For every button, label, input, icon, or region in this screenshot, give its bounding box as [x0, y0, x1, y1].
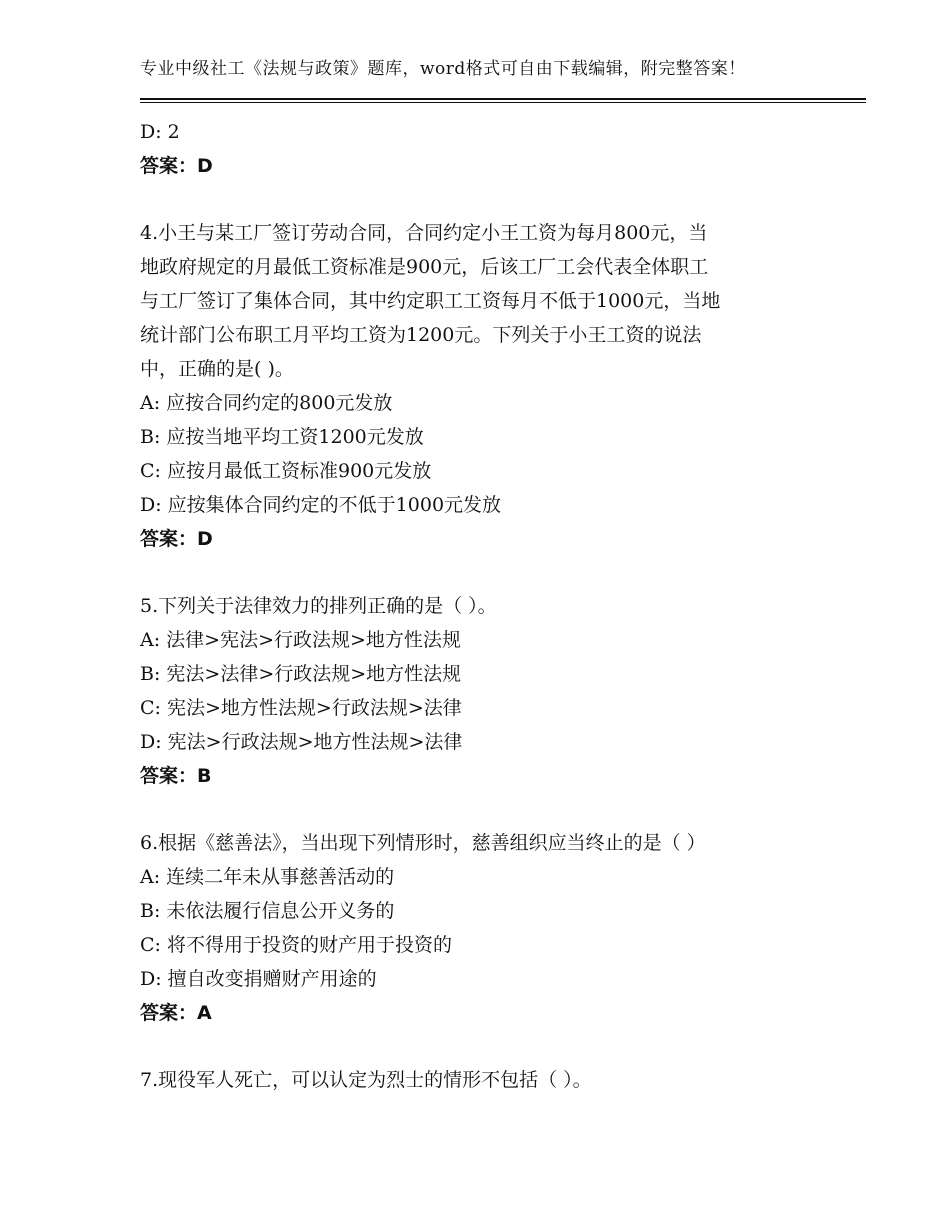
option-a: A: 应按合同约定的800元发放 [140, 392, 393, 414]
option-d: D: 宪法>行政法规>地方性法规>法律 [140, 731, 463, 753]
question-7 [140, 1063, 810, 1097]
option-a: A: 连续二年未从事慈善活动的 [140, 866, 395, 888]
answer: 答案：D [140, 528, 213, 550]
spacer [140, 556, 810, 589]
question-5 [140, 589, 810, 793]
spacer [140, 1030, 810, 1063]
question-text-line: 与工厂签订了集体合同，其中约定职工工资每月不低于1000元，当地 [140, 290, 721, 312]
question-text-line: 中，正确的是( )。 [140, 358, 294, 380]
answer: 答案：B [140, 765, 212, 787]
spacer [140, 793, 810, 826]
prev-answer: 答案：D [140, 155, 213, 177]
question-text-line: 统计部门公布职工月平均工资为1200元。下列关于小王工资的说法 [140, 324, 702, 346]
question-content [140, 115, 810, 1097]
option-c: C: 将不得用于投资的财产用于投资的 [140, 934, 452, 956]
question-6 [140, 826, 810, 1030]
question-text-line: 7.现役军人死亡，可以认定为烈士的情形不包括（ ）。 [140, 1069, 592, 1091]
option-c: C: 宪法>地方性法规>行政法规>法律 [140, 697, 462, 719]
header-rule-thick [140, 98, 866, 100]
question-text-line: 5.下列关于法律效力的排列正确的是（ ）。 [140, 595, 497, 617]
question-4 [140, 216, 810, 556]
header-rule-thin [140, 102, 866, 103]
question-text-line: 4.小王与某工厂签订劳动合同，合同约定小王工资为每月800元，当 [140, 222, 708, 244]
option-a: A: 法律>宪法>行政法规>地方性法规 [140, 629, 461, 651]
page-header: 专业中级社工《法规与政策》题库，word格式可自由下载编辑，附完整答案！ [140, 59, 746, 79]
option-d: D: 应按集体合同约定的不低于1000元发放 [140, 494, 502, 516]
question-text-line: 6.根据《慈善法》，当出现下列情形时，慈善组织应当终止的是（ ） [140, 832, 706, 854]
option-b: B: 未依法履行信息公开义务的 [140, 900, 395, 922]
option-c: C: 应按月最低工资标准900元发放 [140, 460, 432, 482]
question-text-line: 地政府规定的月最低工资标准是900元，后该工厂工会代表全体职工 [140, 256, 709, 278]
option-b: B: 宪法>法律>行政法规>地方性法规 [140, 663, 462, 685]
answer: 答案：A [140, 1002, 212, 1024]
option-d: D: 擅自改变捐赠财产用途的 [140, 968, 377, 990]
spacer [140, 183, 810, 216]
prev-option-d: D: 2 [140, 121, 180, 143]
option-b: B: 应按当地平均工资1200元发放 [140, 426, 424, 448]
